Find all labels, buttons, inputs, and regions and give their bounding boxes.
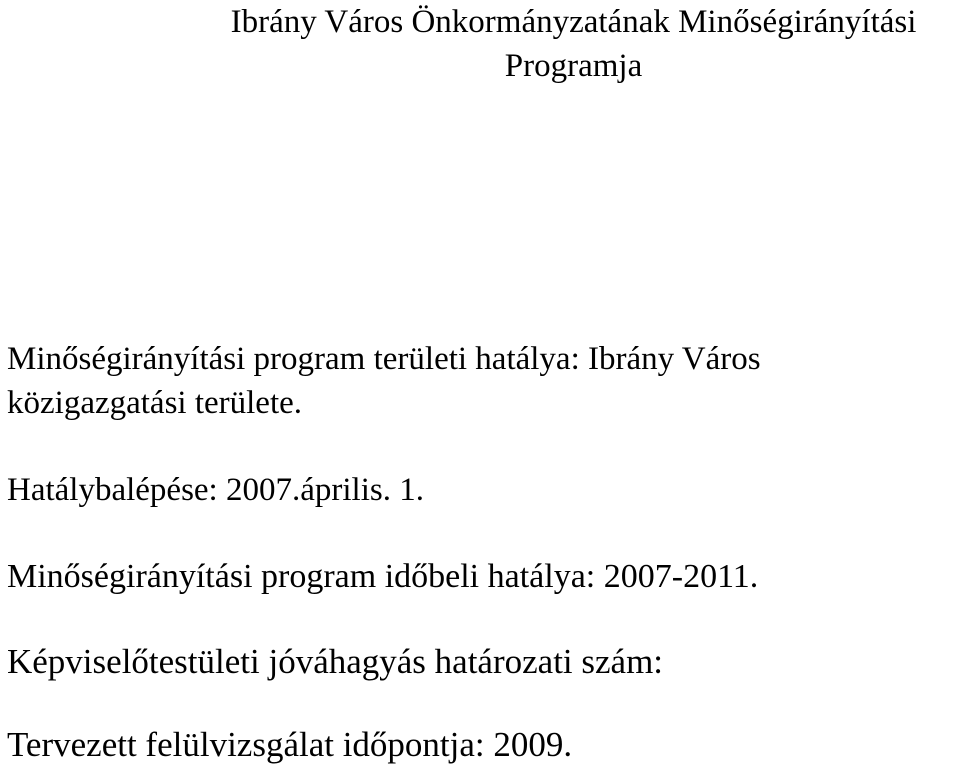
planned-review-date: Tervezett felülvizsgálat időpontja: 2009. bbox=[7, 725, 573, 764]
effective-date: Hatálybalépése: 2007.április. 1. bbox=[7, 472, 424, 508]
document-title-line-1: Ibrány Város Önkormányzatának Minőségirányítási bbox=[230, 4, 917, 40]
approval-resolution-number: Képviselőtestületi jóváhagyás határozati szám: bbox=[7, 642, 664, 681]
document-title-line-2: Programja bbox=[504, 48, 643, 84]
territorial-scope-line-1: Minőségirányítási program területi hatálya: Ibrány Város bbox=[7, 341, 761, 377]
territorial-scope-line-2: közigazgatási területe. bbox=[7, 385, 303, 421]
time-scope: Minőségirányítási program időbeli hatálya: 2007-2011. bbox=[7, 558, 759, 595]
